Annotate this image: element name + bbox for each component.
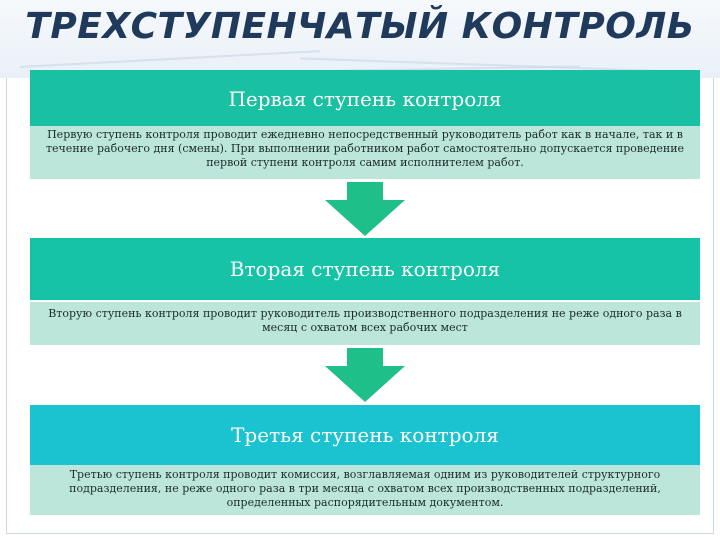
stage-3-description: Третью ступень контроля проводит комиссия, возглавляемая одним из руководителей структурного подразделения, не реже одного раза в три месяца с охватом всех производственных подразделений, определенных распорядительным документом. xyxy=(30,465,700,515)
header-band xyxy=(0,0,720,78)
down-arrow-icon xyxy=(325,182,405,236)
stage-3-heading: Третья ступень контроля xyxy=(30,405,700,465)
down-arrow-icon xyxy=(325,348,405,402)
stage-1-description: Первую ступень контроля проводит ежедневно непосредственный руководитель работ как в начале, так и в течение рабочего дня (смены). При выполнении работником работ самостоятельно допускается проведение первой ступени контроля самим исполнителем работ. xyxy=(30,126,700,179)
stage-1-heading: Первая ступень контроля xyxy=(30,70,700,126)
stage-2-description: Вторую ступень контроля проводит руководитель производственного подразделения не реже одного раза в месяц с охватом всех рабочих мест xyxy=(30,302,700,345)
stage-2-heading: Вторая ступень контроля xyxy=(30,238,700,300)
page-title: ТРЕХСТУПЕНЧАТЫЙ КОНТРОЛЬ xyxy=(25,6,695,47)
